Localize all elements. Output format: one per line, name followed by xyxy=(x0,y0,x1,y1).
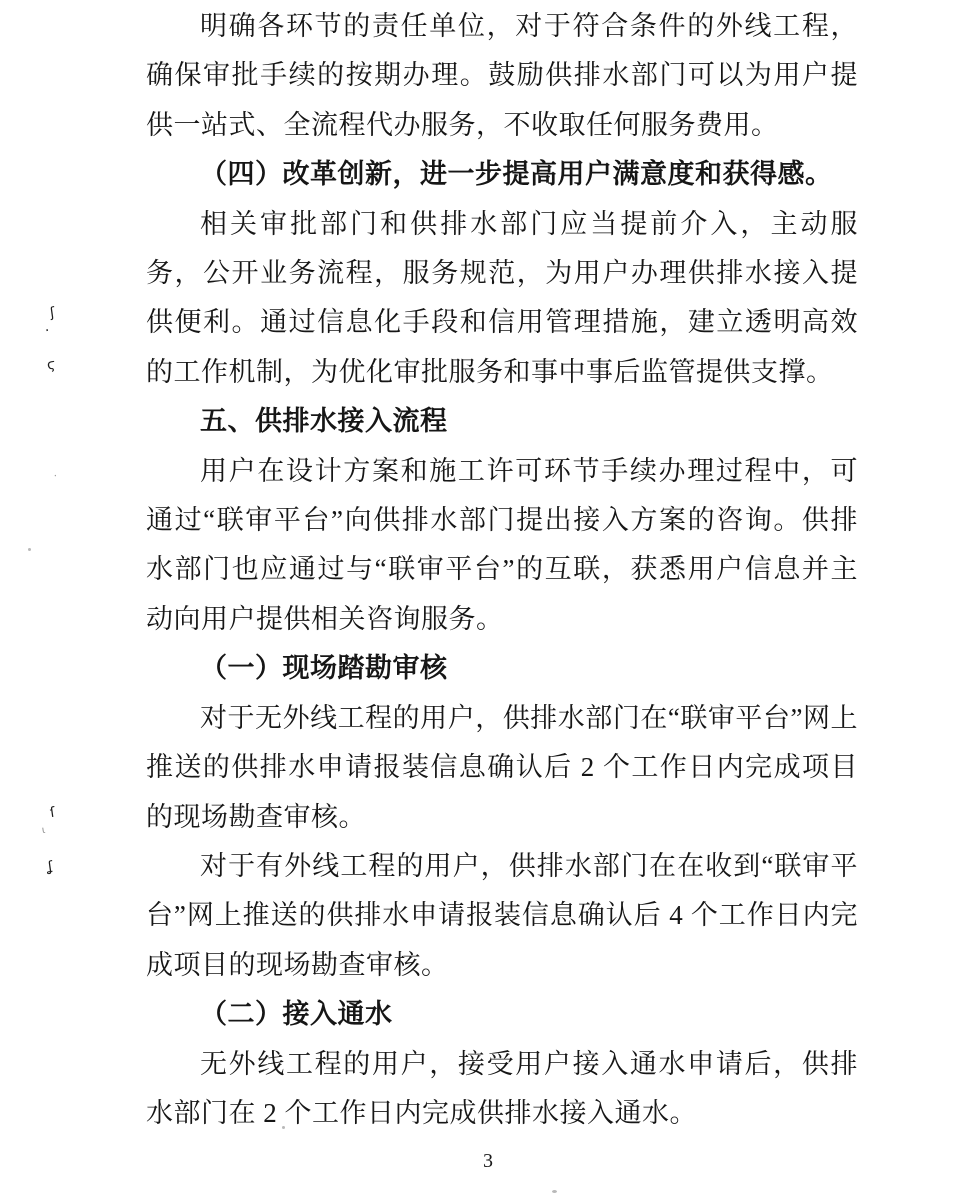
paragraph-proactive-service: 相关审批部门和供排水部门应当提前介入，主动服务，公开业务流程，服务规范，为用户办理供排水接入提供便利。通过信息化手段和信用管理措施，建立透明高效的工作机制，为优化审批服务和事中事后监管提供支撑。 xyxy=(146,208,858,387)
ink-smudge: · xyxy=(43,322,51,340)
paragraph-water-connection-time: 无外线工程的用户，接受用户接入通水申请后，供排水部门在 2 个工作日内完成供排水接入通水。 xyxy=(146,1048,858,1128)
ink-smudge: ʆ xyxy=(46,858,54,876)
paragraph-no-external-works: 对于无外线工程的用户，供排水部门在“联审平台”网上推送的供排水申请报装信息确认后 2 个工作日内完成项目的现场勘查审核。 xyxy=(146,702,858,832)
ink-smudge: ʃ xyxy=(48,304,56,322)
ink-smudge: ϛ xyxy=(45,356,57,374)
paragraph-consultation: 用户在设计方案和施工许可环节手续办理过程中，可通过“联审平台”向供排水部门提出接入方案的咨询。供排水部门也应通过与“联审平台”的互联，获悉用户信息并主动向用户提供相关咨询服务。 xyxy=(146,455,858,634)
paragraph-with-external-works: 对于有外线工程的用户，供排水部门在在收到“联审平台”网上推送的供排水申请报装信息确认后 4 个工作日内完成项目的现场勘查审核。 xyxy=(146,850,858,980)
heading-section-4-reform: （四）改革创新，进一步提高用户满意度和获得感。 xyxy=(200,159,833,190)
heading-subsection-1-site-survey: （一）现场踏勘审核 xyxy=(200,653,448,684)
ink-smudge: · xyxy=(53,470,58,483)
scan-speck xyxy=(28,548,31,551)
scan-speck xyxy=(552,1190,557,1193)
heading-section-5-process: 五、供排水接入流程 xyxy=(200,406,448,437)
page-number: 3 xyxy=(483,1150,493,1172)
ink-smudge: ι xyxy=(41,824,47,837)
heading-subsection-2-water-connection: （二）接入通水 xyxy=(200,999,393,1030)
text-column xyxy=(146,2,858,1138)
paragraph-responsibility-units: 明确各环节的责任单位，对于符合条件的外线工程，确保审批手续的按期办理。鼓励供排水部门可以为用户提供一站式、全流程代办服务，不收取任何服务费用。 xyxy=(146,11,858,140)
ink-smudge: ſ xyxy=(48,804,57,822)
